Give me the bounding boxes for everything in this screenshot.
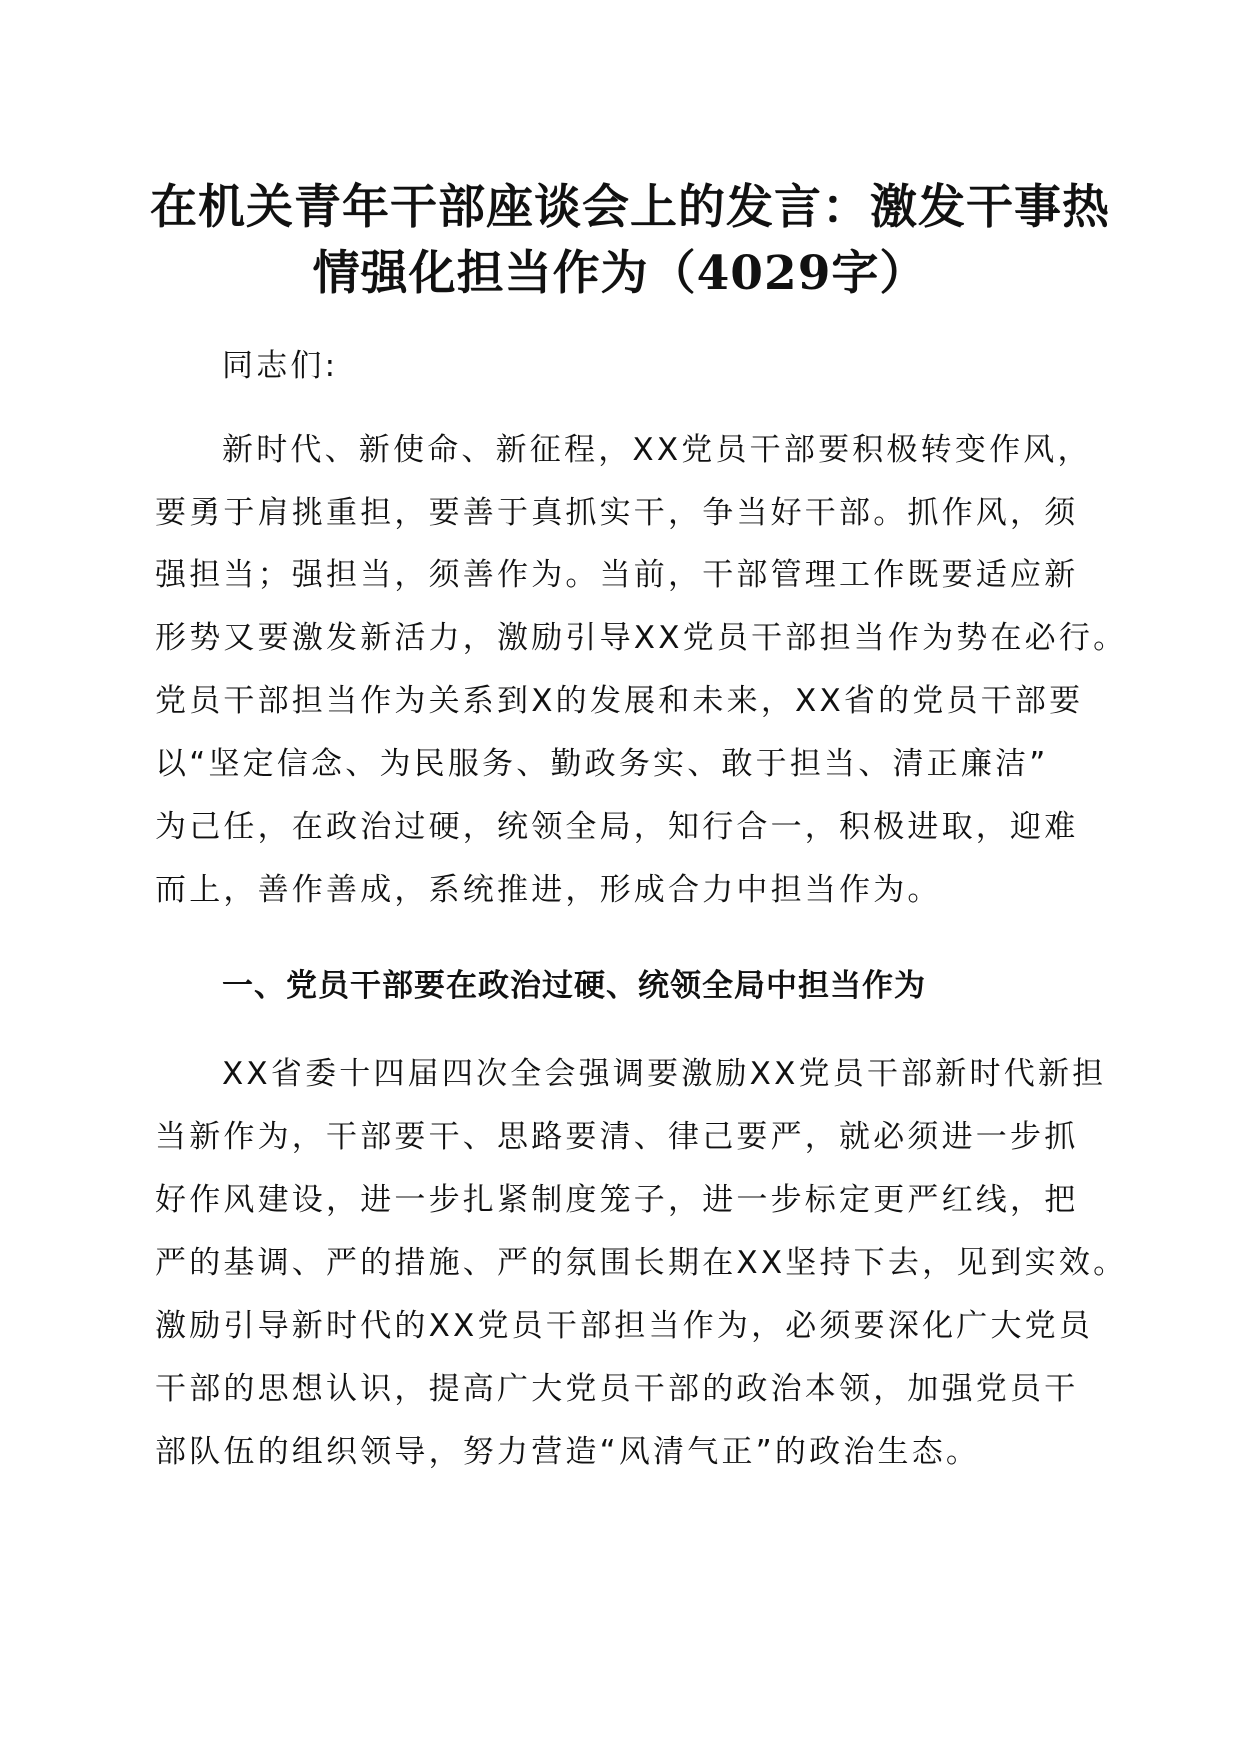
paragraph-2-line: 好作风建设，进一步扎紧制度笼子，进一步标定更严红线，把	[155, 1182, 1079, 1218]
paragraph-1-line: 强担当；强担当，须善作为。当前，干部管理工作既要适应新	[155, 557, 1079, 593]
paragraph-1-line: 要勇于肩挑重担，要善于真抓实干，争当好干部。抓作风，须	[155, 495, 1079, 531]
paragraph-1-line: 而上，善作善成，系统推进，形成合力中担当作为。	[155, 872, 942, 908]
document-title	[150, 175, 1110, 307]
paragraph-1-line: 以“坚定信念、为民服务、勤政务实、敢于担当、清正廉洁”	[155, 746, 1049, 782]
paragraph-1-line: 为己任，在政治过硬，统领全局，知行合一，积极进取，迎难	[155, 809, 1079, 845]
paragraph-1-line: 党员干部担当作为关系到X的发展和未来，XX省的党员干部要	[155, 683, 1084, 719]
paragraph-2-line: 当新作为，干部要干、思路要清、律己要严，就必须进一步抓	[155, 1119, 1079, 1155]
section-1-heading: 一、党员干部要在政治过硬、统领全局中担当作为	[222, 968, 926, 1004]
paragraph-2-line: 干部的思想认识，提高广大党员干部的政治本领，加强党员干	[155, 1371, 1079, 1407]
paragraph-1-line: 新时代、新使命、新征程，XX党员干部要积极转变作风，	[222, 432, 1092, 468]
greeting: 同志们:	[222, 348, 339, 384]
paragraph-2-line: 部队伍的组织领导，努力营造“风清气正”的政治生态。	[155, 1434, 981, 1470]
paragraph-1-line: 形势又要激发新活力，激励引导XX党员干部担当作为势在必行。	[155, 620, 1128, 656]
title-line-1: 在机关青年干部座谈会上的发言：激发干事热	[150, 180, 1110, 235]
paragraph-2-line: 严的基调、严的措施、严的氛围长期在XX坚持下去，见到实效。	[155, 1245, 1128, 1281]
paragraph-2-line: XX省委十四届四次全会强调要激励XX党员干部新时代新担	[222, 1056, 1107, 1092]
paragraph-2-line: 激励引导新时代的XX党员干部担当作为，必须要深化广大党员	[155, 1308, 1094, 1344]
title-line-2: 情强化担当作为（4029字）	[312, 246, 928, 301]
